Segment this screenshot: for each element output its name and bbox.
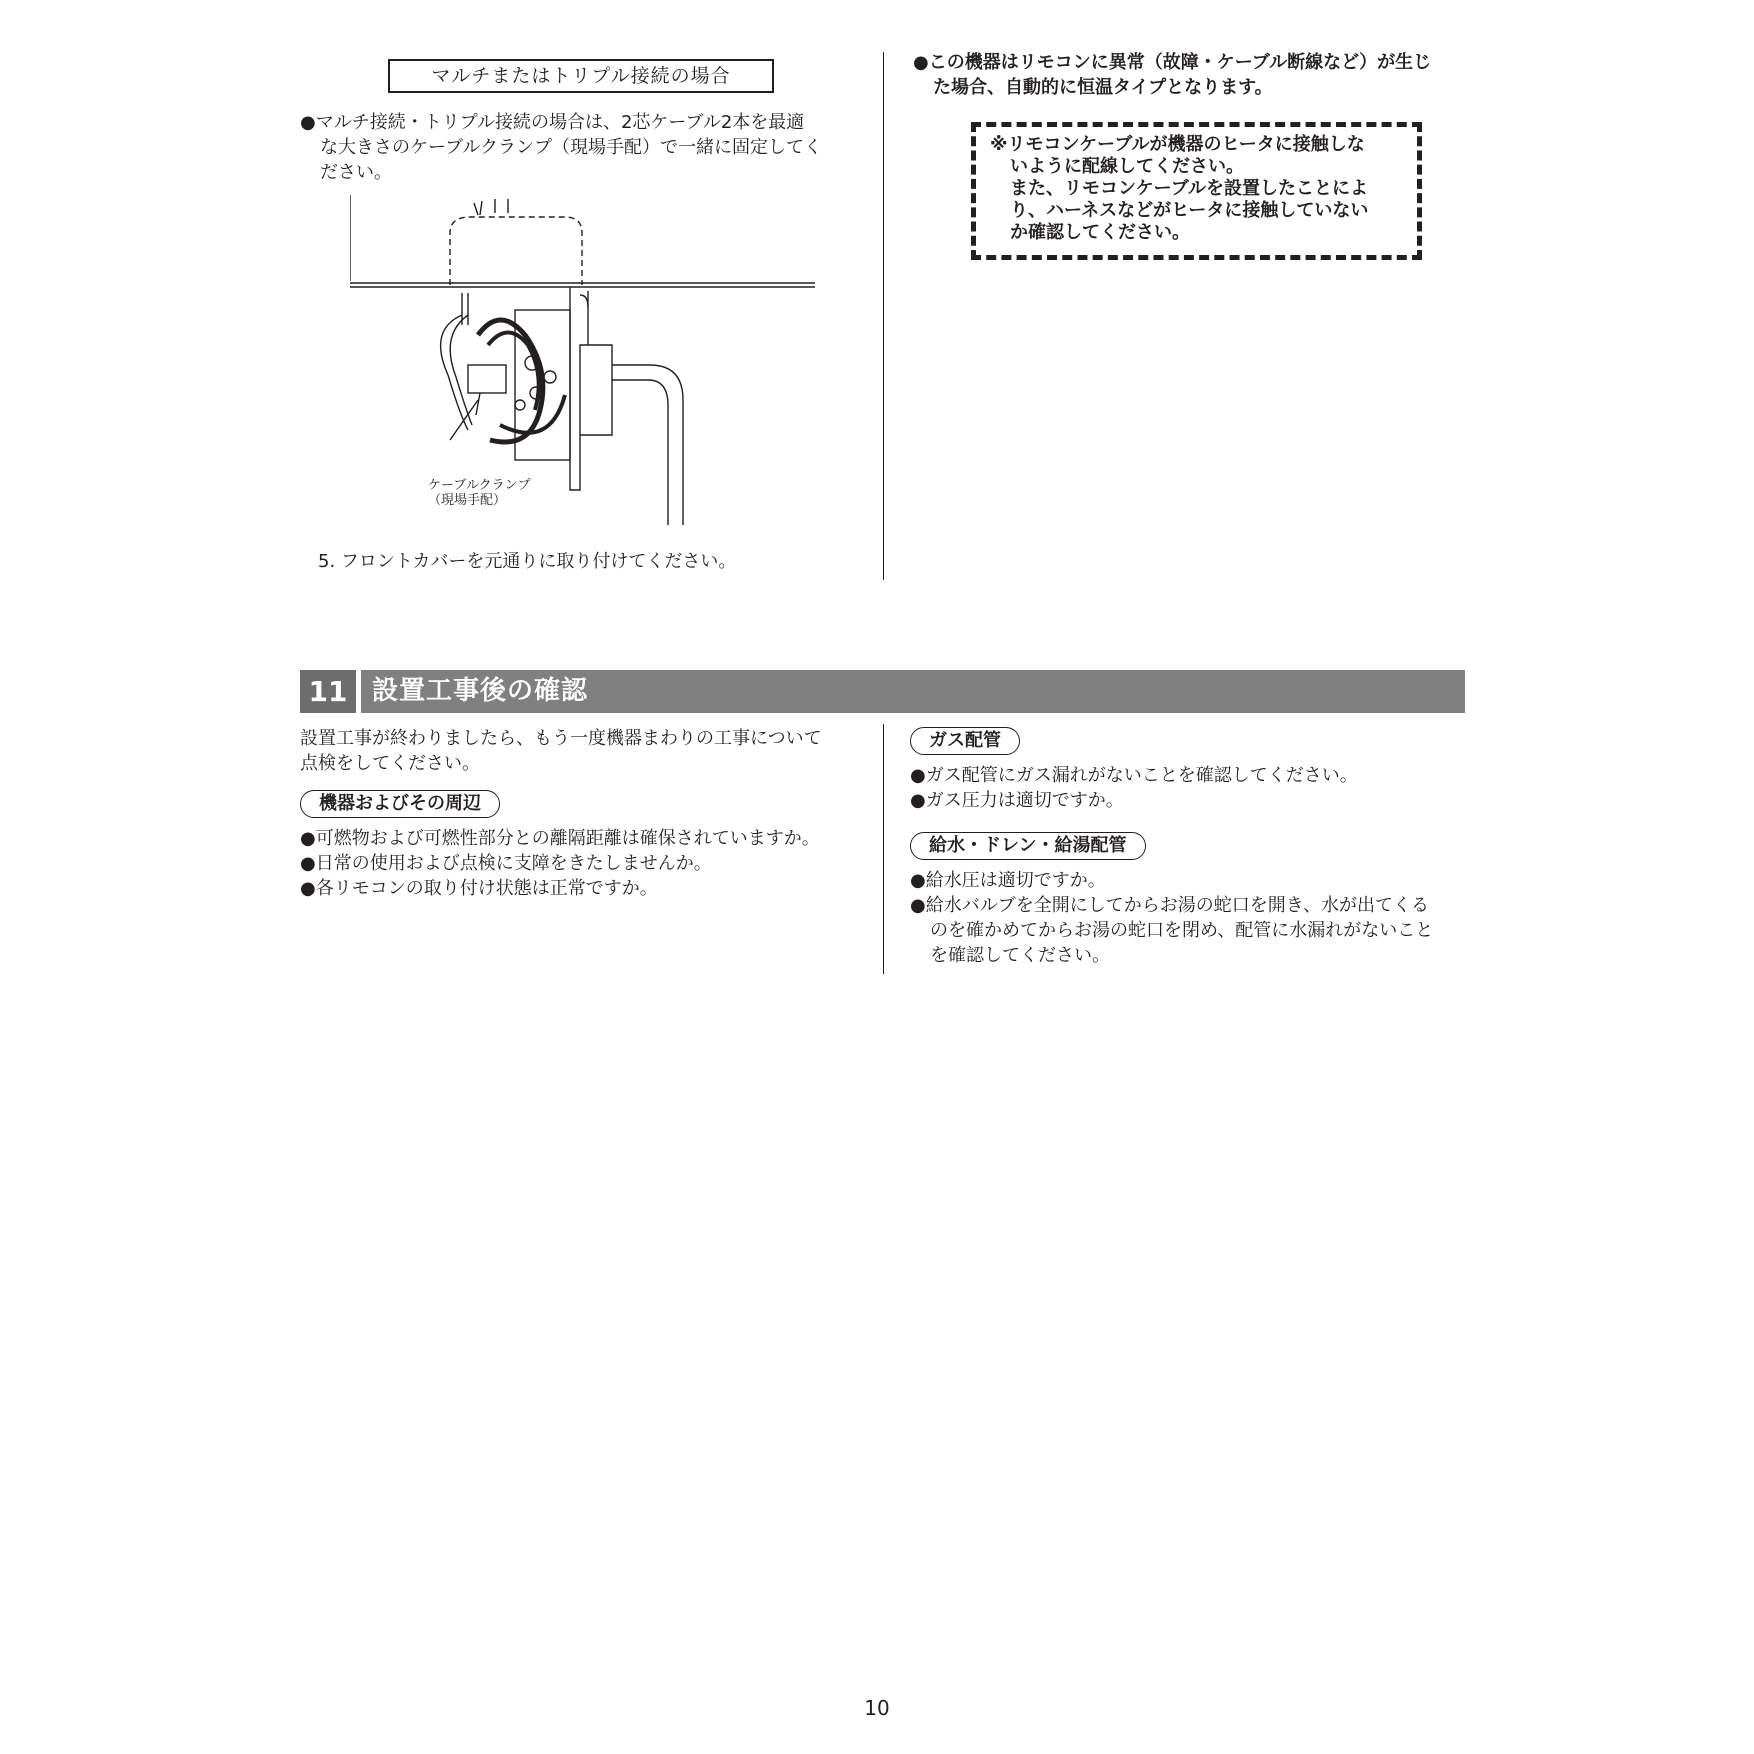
section-title: 設置工事後の確認 bbox=[372, 676, 589, 706]
column-divider bbox=[883, 724, 884, 974]
list-item: ●ガス配管にガス漏れがないことを確認してください。 bbox=[910, 765, 1358, 786]
subheading-water: 給水・ドレン・給湯配管 bbox=[910, 832, 1146, 860]
list-item: ●給水圧は適切ですか。 bbox=[910, 870, 1106, 891]
list-item: を確認してください。 bbox=[930, 945, 1110, 966]
figure-caption bbox=[428, 478, 531, 508]
text-line: ださい。 bbox=[320, 162, 392, 183]
caption-line: （現場手配） bbox=[428, 493, 507, 508]
subheading-equipment: 機器およびその周辺 bbox=[300, 790, 500, 818]
list-item: ●給水バルブを全開にしてからお湯の蛇口を開き、水が出てくる bbox=[910, 895, 1429, 916]
remote-fault-note bbox=[913, 50, 1431, 100]
list-item: ●日常の使用および点検に支障をきたしませんか。 bbox=[300, 853, 712, 874]
multi-connection-note bbox=[300, 110, 822, 185]
page-number: 10 bbox=[864, 1696, 890, 1720]
caution-note-box bbox=[971, 122, 1422, 260]
section-number: 11 bbox=[300, 670, 356, 713]
list-item: のを確かめてからお湯の蛇口を閉め、配管に水漏れがないこと bbox=[930, 920, 1434, 941]
gas-checklist bbox=[910, 763, 1358, 813]
water-checklist bbox=[910, 868, 1433, 968]
list-item: ●ガス圧力は適切ですか。 bbox=[910, 790, 1124, 811]
note-line: ※リモコンケーブルが機器のヒータに接触しな bbox=[990, 134, 1365, 155]
step-5-text: 5. フロントカバーを元通りに取り付けてください。 bbox=[318, 551, 737, 572]
section-intro bbox=[300, 726, 822, 776]
note-line: また、リモコンケーブルを設置したことによ bbox=[1010, 178, 1369, 199]
list-item: ●可燃物および可燃性部分との離隔距離は確保されていますか。 bbox=[300, 828, 820, 849]
list-item: ●各リモコンの取り付け状態は正常ですか。 bbox=[300, 878, 658, 899]
section-separator bbox=[356, 670, 361, 713]
caption-line: ケーブルクランプ bbox=[428, 478, 531, 493]
note-line: いように配線してください。 bbox=[1010, 156, 1244, 177]
text-line: ●この機器はリモコンに異常（故障・ケーブル断線など）が生じ bbox=[913, 52, 1432, 73]
text-line: た場合、自動的に恒温タイプとなります。 bbox=[933, 77, 1273, 98]
note-line: か確認してください。 bbox=[1010, 222, 1190, 243]
text-line: ●マルチ接続・トリプル接続の場合は、2芯ケーブル2本を最適 bbox=[300, 112, 805, 133]
text-line: 点検をしてください。 bbox=[300, 753, 480, 774]
equipment-checklist bbox=[300, 826, 820, 901]
text-line: 設置工事が終わりましたら、もう一度機器まわりの工事について bbox=[300, 728, 822, 749]
text-line: な大きさのケーブルクランプ（現場手配）で一緒に固定してく bbox=[320, 137, 823, 158]
column-divider bbox=[883, 52, 884, 580]
note-line: り、ハーネスなどがヒータに接触していない bbox=[1010, 200, 1369, 221]
section-heading-box: マルチまたはトリプル接続の場合 bbox=[388, 59, 774, 93]
cable-clamp-illustration bbox=[350, 195, 820, 535]
subheading-gas: ガス配管 bbox=[910, 727, 1020, 755]
